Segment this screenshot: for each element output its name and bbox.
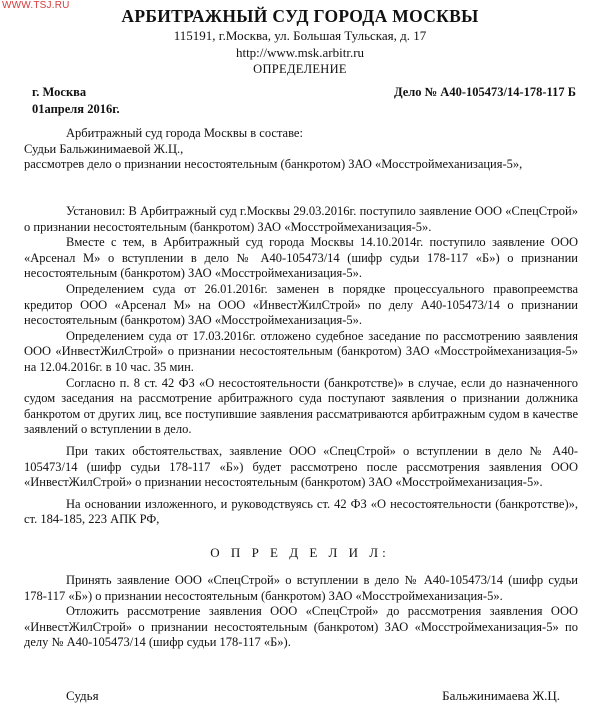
ruling-item: Отложить рассмотрение заявления ООО «СпецСтрой» до рассмотрения заявления ООО «ИнвестЖилСтрой» о признании несостоятельным (банкротом) ЗАО «Мосстроймеханизация-5» по делу № А40-105473/14 (шифр судьи 178-117 «Б»). [24, 604, 578, 650]
paragraph: Установил: В Арбитражный суд г.Москвы 29.03.2016г. поступило заявление ООО «СпецСтрой» о признании несостоятельным (банкротом) ЗАО «Мосстроймеханизация-5». [24, 204, 578, 234]
court-name: АРБИТРАЖНЫЙ СУД ГОРОДА МОСКВЫ [121, 6, 479, 26]
intro-block [24, 126, 578, 173]
paragraph: Согласно п. 8 ст. 42 ФЗ «О несостоятельности (банкротстве)» в случае, если до назначенного судом заседания на рассмотрение арбитражного суда поступают заявления о признании должника банкротом от других лиц, все поступившие заявления рассматриваются арбитражным судом в качестве заявлений о вступлении в дело. [24, 375, 578, 437]
paragraph: Определением суда от 17.03.2016г. отложено судебное заседание по рассмотрению заявления ООО «ИнвестЖилСтрой» о признании несостоятельным (банкротом) ЗАО «Мосстроймеханизация-5» на 12.04.2016г. в 10 час. 35 мин. [24, 328, 578, 374]
ruling-block [24, 573, 578, 651]
document-type: ОПРЕДЕЛЕНИЕ [253, 62, 347, 76]
intro-line: Арбитражный суд города Москвы в составе: [66, 126, 303, 140]
city: г. Москва [32, 85, 87, 99]
paragraph: Вместе с тем, в Арбитражный суд города Москвы 14.10.2014г. поступило заявление ООО «Арсенал М» о вступлении в дело № А40-105473/14 (шифр судьи 178-117 «Б») о признании несостоятельным (банкротом) ЗАО «Мосстроймеханизация-5». [24, 235, 578, 281]
watermark: WWW.TSJ.RU [2, 0, 70, 11]
case-number: Дело № А40-105473/14-178-117 Б [393, 85, 576, 99]
basis-paragraph: На основании изложенного, и руководствуясь ст. 42 ФЗ «О несостоятельности (банкротстве)», ст. 184-185, 223 АПК РФ, [24, 496, 578, 527]
intro-line: Судьи Бальжинимаевой Ж.Ц., [24, 141, 184, 156]
ruling-item: Принять заявление ООО «СпецСтрой» о вступлении в дело № А40-105473/14 (шифр судьи 178-117 «Б») о признании несостоятельным (банкротом) ЗАО «Мосстроймеханизация-5». [24, 573, 578, 603]
court-address: 115191, г.Москва, ул. Большая Тульская, д. 17 [173, 28, 427, 43]
signature-name: Бальжинимаева Ж.Ц. [442, 688, 560, 703]
findings-block [24, 204, 578, 528]
paragraph: Определением суда от 26.01.2016г. заменен в порядке процессуального правопреемства кредитор ООО «Арсенал М» на ООО «ИнвестЖилСтрой» по делу А40-105473/14 о признании несостоятельным (банкротом) ЗАО «Мосстроймеханизация-5». [24, 281, 578, 328]
signature-role: Судья [66, 688, 99, 703]
document-date: 01апреля 2016г. [32, 102, 120, 116]
intro-line: рассмотрев дело о признании несостоятельным (банкротом) ЗАО «Мосстроймеханизация-5», [24, 157, 523, 172]
court-website: http://www.msk.arbitr.ru [235, 45, 365, 60]
ruling-heading: О П Р Е Д Е Л И Л: [210, 545, 390, 560]
paragraph: При таких обстоятельствах, заявление ООО «СпецСтрой» о вступлении в дело № А40-105473/14 (шифр судьи 178-117 «Б») будет рассмотрено после рассмотрения заявления ООО «ИнвестЖилСтрой» о признании несостоятельным (банкротом) ЗАО «Мосстроймеханизация-5». [24, 443, 578, 490]
